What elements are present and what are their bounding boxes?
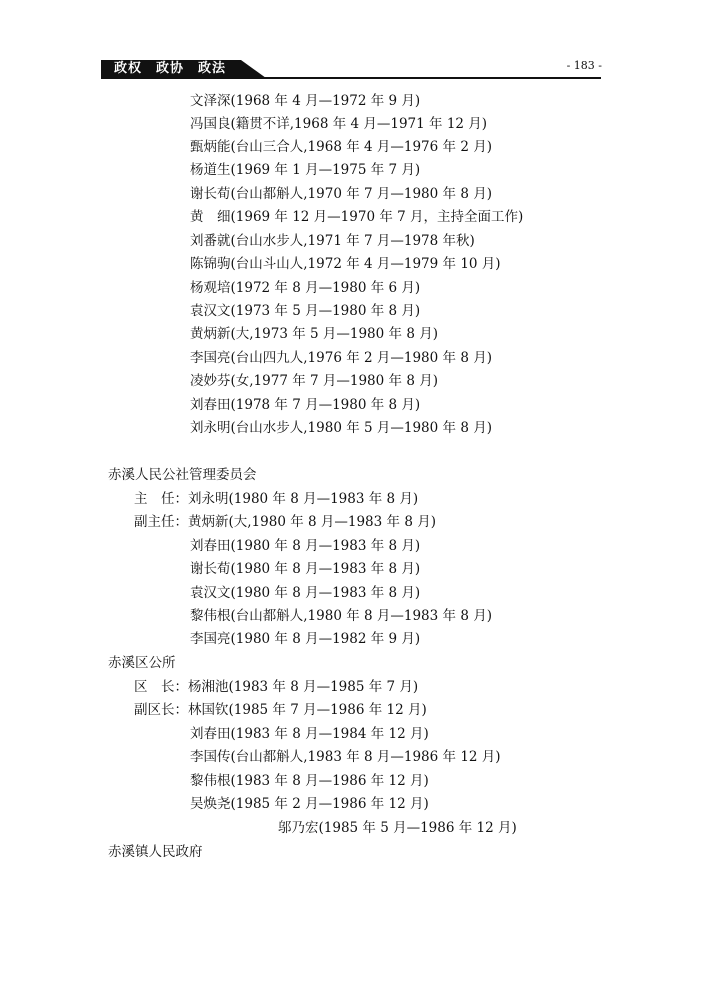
page-number: - 183 - bbox=[566, 59, 602, 72]
district-deputy: 刘春田(1983 年 8 月—1984 年 12 月) bbox=[190, 726, 429, 742]
district-deputy: 副区长：林国钦(1985 年 7 月—1986 年 12 月) bbox=[134, 702, 427, 718]
section-title-commune: 赤溪人民公社管理委员会 bbox=[108, 467, 257, 483]
list-item: 冯国良(籍贯不详,1968 年 4 月—1971 年 12 月) bbox=[190, 116, 488, 132]
district-deputy: 黎伟根(1983 年 8 月—1986 年 12 月) bbox=[190, 773, 429, 789]
commune-deputy: 袁汉文(1980 年 8 月—1983 年 8 月) bbox=[190, 585, 421, 601]
list-item: 袁汉文(1973 年 5 月—1980 年 8 月) bbox=[190, 303, 421, 319]
commune-director: 主 任：刘永明(1980 年 8 月—1983 年 8 月) bbox=[134, 491, 419, 507]
list-item: 黄 细(1969 年 12 月—1970 年 7 月，主持全面工作) bbox=[190, 209, 524, 225]
list-item: 刘番就(台山水步人,1971 年 7 月—1978 年秋) bbox=[190, 233, 475, 249]
section-title-district: 赤溪区公所 bbox=[108, 655, 176, 671]
commune-deputy: 谢长荀(1980 年 8 月—1983 年 8 月) bbox=[190, 561, 421, 577]
list-item: 黄炳新(大,1973 年 5 月—1980 年 8 月) bbox=[190, 326, 438, 342]
list-item: 谢长荀(台山都斛人,1970 年 7 月—1980 年 8 月) bbox=[190, 186, 492, 202]
list-item: 陈锦驹(台山斗山人,1972 年 4 月—1979 年 10 月) bbox=[190, 256, 501, 272]
district-deputy: 邬乃宏(1985 年 5 月—1986 年 12 月) bbox=[278, 820, 517, 836]
list-item: 文泽深(1968 年 4 月—1972 年 9 月) bbox=[190, 93, 421, 109]
commune-deputy: 刘春田(1980 年 8 月—1983 年 8 月) bbox=[190, 538, 421, 554]
list-item: 李国亮(台山四九人,1976 年 2 月—1980 年 8 月) bbox=[190, 350, 492, 366]
district-deputy: 李国传(台山都斛人,1983 年 8 月—1986 年 12 月) bbox=[190, 749, 501, 765]
list-item: 刘春田(1978 年 7 月—1980 年 8 月) bbox=[190, 397, 421, 413]
section-title-town: 赤溪镇人民政府 bbox=[108, 844, 203, 860]
commune-deputy: 李国亮(1980 年 8 月—1982 年 9 月) bbox=[190, 631, 421, 647]
list-item: 杨观培(1972 年 8 月—1980 年 6 月) bbox=[190, 280, 421, 296]
commune-deputy: 黎伟根(台山都斛人,1980 年 8 月—1983 年 8 月) bbox=[190, 608, 492, 624]
list-item: 刘永明(台山水步人,1980 年 5 月—1980 年 8 月) bbox=[190, 420, 492, 436]
district-deputy: 吴焕尧(1985 年 2 月—1986 年 12 月) bbox=[190, 796, 429, 812]
commune-deputy: 副主任：黄炳新(大,1980 年 8 月—1983 年 8 月) bbox=[134, 514, 436, 530]
list-item: 杨道生(1969 年 1 月—1975 年 7 月) bbox=[190, 162, 421, 178]
header-rule bbox=[101, 77, 601, 79]
district-head: 区 长：杨湘池(1983 年 8 月—1985 年 7 月) bbox=[134, 679, 419, 695]
list-item: 凌妙芬(女,1977 年 7 月—1980 年 8 月) bbox=[190, 373, 438, 389]
section-header-title: 政权 政协 政法 bbox=[114, 61, 227, 76]
list-item: 甄炳能(台山三合人,1968 年 4 月—1976 年 2 月) bbox=[190, 139, 492, 155]
